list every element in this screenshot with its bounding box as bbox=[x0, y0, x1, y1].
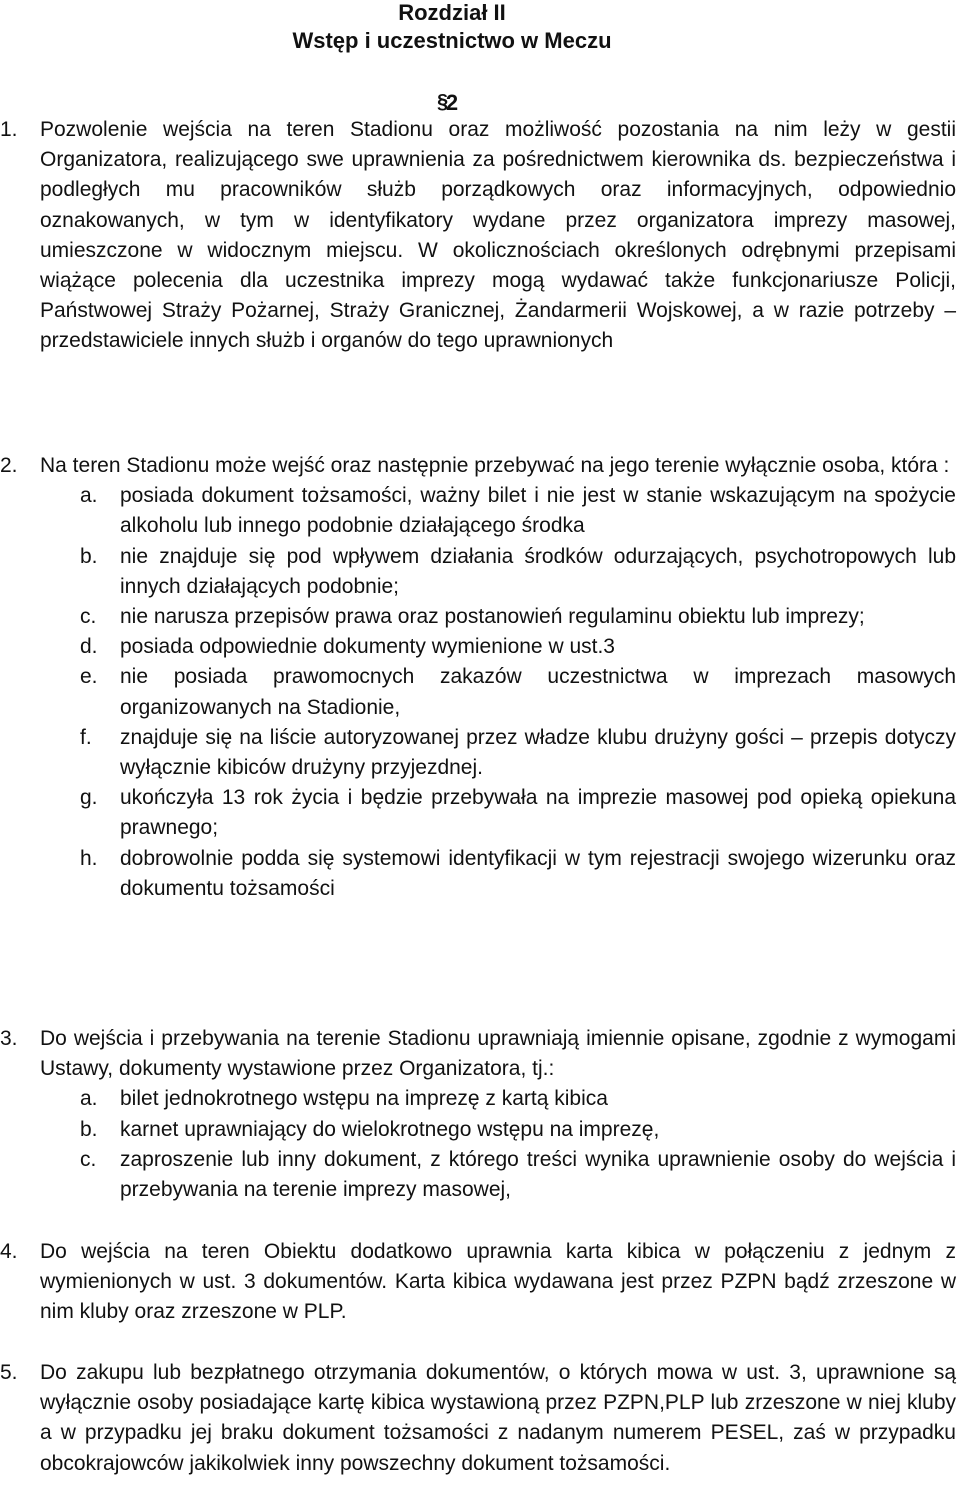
paragraph-text: Do wejścia i przebywania na terenie Stadionu uprawniają imiennie opisane, zgodnie z wymogami Ustawy, dokumenty wystawione przez Organizatora, tj.: bbox=[40, 1027, 956, 1081]
list-item-text: zaproszenie lub inny dokument, z którego treści wynika uprawnienie osoby do wejścia i przebywania na terenie imprezy masowej, bbox=[120, 1147, 956, 1202]
list-item-letter: d. bbox=[80, 635, 98, 659]
list-item-text: nie znajduje się pod wpływem działania środków odurzających, psychotropowych lub innych działających podobnie; bbox=[120, 544, 956, 598]
paragraph-text: Do zakupu lub bezpłatnego otrzymania dokumentów, o których mowa w ust. 3, uprawnione są wyłącznie osoby posiadające kartę kibica wystawioną przez PZPN,PLP lub zrzeszone w niej kluby a w przypadku jej braku dokument tożsamości z nadanym numerem PESEL, zaś w przypadku obcokrajowców jakikolwiek inny powszechny dokument tożsamości. bbox=[40, 1361, 956, 1475]
list-item bbox=[80, 542, 956, 602]
list-item bbox=[80, 1115, 956, 1145]
list-item bbox=[80, 1145, 956, 1205]
paragraph-3 bbox=[0, 1024, 956, 1205]
list-item-letter: a. bbox=[80, 484, 98, 508]
list-item bbox=[80, 481, 956, 541]
svg-text:§: § bbox=[437, 91, 449, 113]
list-item-text: nie posiada prawomocnych zakazów uczestnictwa w imprezach masowych organizowanych na Stadionie, bbox=[120, 665, 956, 719]
list-item bbox=[80, 1084, 956, 1114]
paragraph-text: Do wejścia na teren Obiektu dodatkowo uprawnia karta kibica w połączeniu z jednym z wymienionych w ust. 3 dokumentów. Karta kibica wydawana jest przez PZPN bądź zrzeszone w nim kluby oraz zrzeszone w PLP. bbox=[40, 1240, 956, 1324]
list-item-text: posiada odpowiednie dokumenty wymienione w ust.3 bbox=[120, 635, 615, 659]
list-item bbox=[80, 844, 956, 904]
list-item-letter: c. bbox=[80, 1147, 97, 1171]
list-item-text: bilet jednokrotnego wstępu na imprezę z kartą kibica bbox=[120, 1087, 608, 1111]
list-item bbox=[80, 662, 956, 722]
paragraph-5 bbox=[0, 1358, 956, 1479]
list-item-letter: b. bbox=[80, 1117, 98, 1141]
chapter-title: Rozdział II bbox=[398, 0, 506, 25]
list-item-letter: f. bbox=[80, 725, 92, 749]
list-item-text: ukończyła 13 rok życia i będzie przebywała na imprezie masowej pod opieką opiekuna prawnego; bbox=[120, 786, 956, 840]
paragraph-number: 5. bbox=[0, 1361, 18, 1384]
paragraph-number: 4. bbox=[0, 1240, 18, 1263]
list-item bbox=[80, 632, 956, 662]
section-number: 2 bbox=[445, 90, 459, 115]
list-item-letter: c. bbox=[80, 605, 97, 629]
paragraph-number: 3. bbox=[0, 1027, 18, 1050]
list-item-letter: h. bbox=[80, 846, 98, 870]
list-item-text: karnet uprawniający do wielokrotnego wstępu na imprezę, bbox=[120, 1117, 660, 1141]
list-item-letter: g. bbox=[80, 786, 98, 810]
paragraph-text: Na teren Stadionu może wejść oraz następnie przebywać na jego terenie wyłącznie osoba, która : bbox=[40, 454, 950, 477]
chapter-subtitle: Wstęp i uczestnictwo w Meczu bbox=[292, 28, 612, 53]
paragraph-number: 1. bbox=[0, 118, 18, 141]
list-item-text: dobrowolnie podda się systemowi identyfikacji w tym rejestracji swojego wizerunku oraz dokumentu tożsamości bbox=[120, 846, 956, 900]
list-item-text: nie narusza przepisów prawa oraz postanowień regulaminu obiektu lub imprezy; bbox=[120, 605, 865, 629]
list-item bbox=[80, 602, 956, 632]
paragraph-text: Pozwolenie wejścia na teren Stadionu oraz możliwość pozostania na nim leży w gestii Organizatora, realizującego swe uprawnienia za pośrednictwem kierownika ds. bezpieczeństwa i podległych mu pracowników służb porządkowych oraz informacyjnych, odpowiednio oznakowanych, w tym w identyfikatory wydane przez organizatora imprezy masowej, umieszczone w widocznym miejscu. W okolicznościach określonych odrębnymi przepisami wiążące polecenia dla uczestnika imprezy mogą wydawać także funkcjonariusze Policji, Państwowej Straży Pożarnej, Straży Granicznej, Żandarmerii Wojskowej, a w razie potrzeby – przedstawiciele innych służb i organów do tego uprawnionych bbox=[40, 118, 956, 353]
list-item-letter: a. bbox=[80, 1087, 98, 1111]
list-item bbox=[80, 723, 956, 783]
paragraph-2 bbox=[0, 451, 956, 904]
list-item-text: posiada dokument tożsamości, ważny bilet i nie jest w stanie wskazującym na spożycie alkoholu lub innego podobnie działającego środka bbox=[120, 484, 956, 538]
paragraph-number: 2. bbox=[0, 454, 18, 477]
paragraph-4 bbox=[0, 1237, 956, 1328]
paragraph-1 bbox=[0, 115, 956, 357]
list-item-letter: e. bbox=[80, 665, 98, 689]
list-item-letter: b. bbox=[80, 544, 98, 568]
list-item-text: znajduje się na liście autoryzowanej przez władze klubu drużyny gości – przepis dotyczy wyłącznie kibiców drużyny przyjezdnej. bbox=[120, 725, 956, 780]
list-item bbox=[80, 783, 956, 843]
